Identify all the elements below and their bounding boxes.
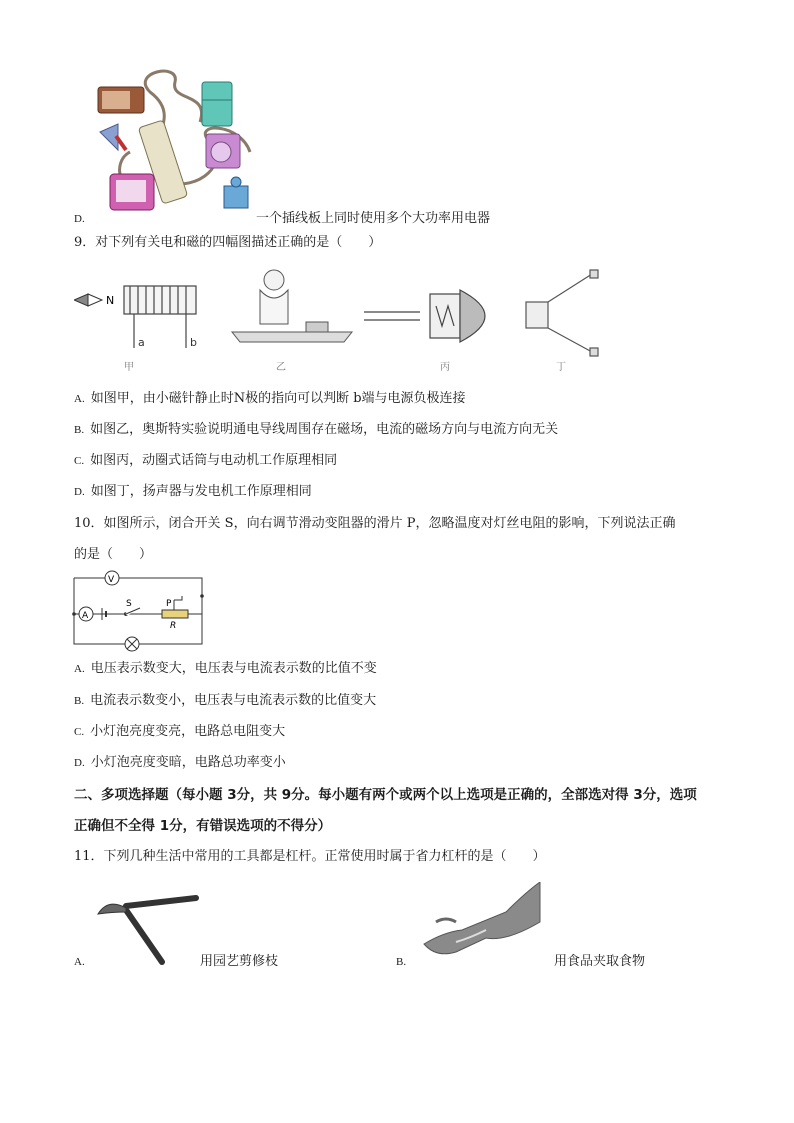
question-10-option-d	[74, 754, 286, 772]
power-strip-cartoon-image	[90, 62, 260, 222]
option-letter: A.	[74, 663, 85, 675]
food-tongs-image	[416, 882, 542, 972]
figure-bing-label: 丙	[440, 362, 450, 373]
question-9-option-b	[74, 421, 558, 439]
question-10-stem-line1: 10．如图所示，闭合开关 S，向右调节滑动变阻器的滑片 P，忽略温度对灯丝电阻的影响，下列说法正确	[74, 516, 676, 531]
section-2-heading-line1: 二、多项选择题（每小题 3分，共 9分。每小题有两个或两个以上选项是正确的，全部选对得 3分，选项	[74, 787, 697, 803]
option-text: 用食品夹取食物	[554, 954, 646, 969]
option-text: 小灯泡亮度变亮，电路总电阻变大	[90, 724, 286, 739]
option-text: 如图甲，由小磁针静止时N极的指向可以判断 b端与电源负极连接	[90, 391, 466, 406]
voltmeter-label: V	[108, 575, 115, 585]
rheostat-label: R	[170, 621, 177, 631]
garden-shears-image	[96, 892, 200, 968]
ammeter-label: A	[82, 611, 89, 621]
option-text: 如图乙，奥斯特实验说明通电导线周围存在磁场，电流的磁场方向与电流方向无关	[90, 422, 559, 437]
option-letter: A.	[74, 393, 85, 405]
question-9-option-d	[74, 483, 312, 501]
question-10-option-c	[74, 723, 285, 741]
figure-ding-label: 丁	[556, 362, 566, 373]
question-9-option-a	[74, 390, 466, 408]
option-text: 用园艺剪修枝	[200, 954, 279, 969]
option-text: 如图丙，动圈式话筒与电动机工作原理相同	[90, 453, 338, 468]
electromagnetism-figures	[74, 262, 614, 374]
switch-label: S	[126, 599, 132, 609]
option-text: 如图丁，扬声器与发电机工作原理相同	[90, 484, 312, 499]
solenoid-b-label: b	[190, 336, 197, 349]
question-11-stem: 11．下列几种生活中常用的工具都是杠杆。正常使用时属于省力杠杆的是（ ）	[74, 849, 546, 864]
question-10-option-a	[74, 660, 377, 678]
option-letter: C.	[74, 455, 85, 467]
section-2-heading-line2: 正确但不全得 1分，有错误选项的不得分）	[74, 818, 332, 834]
option-letter: B.	[74, 424, 85, 436]
figure-yi-label: 乙	[276, 362, 286, 373]
option-letter: B.	[74, 695, 85, 707]
question-9-stem: 9．对下列有关电和磁的四幅图描述正确的是（ ）	[74, 235, 382, 250]
question-10-option-b	[74, 692, 376, 710]
option-letter: D.	[74, 486, 85, 498]
slider-label: P	[166, 599, 172, 609]
option-letter: D.	[74, 757, 85, 769]
circuit-diagram	[70, 568, 210, 654]
question-10-stem-line2: 的是（ ）	[74, 547, 153, 562]
compass-n-label: N	[106, 294, 115, 307]
solenoid-a-label: a	[138, 336, 145, 349]
option-text: 一个插线板上同时使用多个大功率用电器	[256, 211, 491, 226]
option-text: 小灯泡亮度变暗，电路总功率变小	[90, 755, 286, 770]
option-text: 电压表示数变大，电压表与电流表示数的比值不变	[90, 661, 377, 676]
option-text: 电流表示数变小，电压表与电流表示数的比值变大	[90, 693, 377, 708]
option-letter: B.	[396, 956, 407, 968]
option-letter: A.	[74, 956, 85, 968]
question-9-option-c	[74, 452, 337, 470]
option-letter: D.	[74, 213, 85, 225]
option-letter: C.	[74, 726, 85, 738]
figure-jia-label: 甲	[124, 362, 134, 373]
